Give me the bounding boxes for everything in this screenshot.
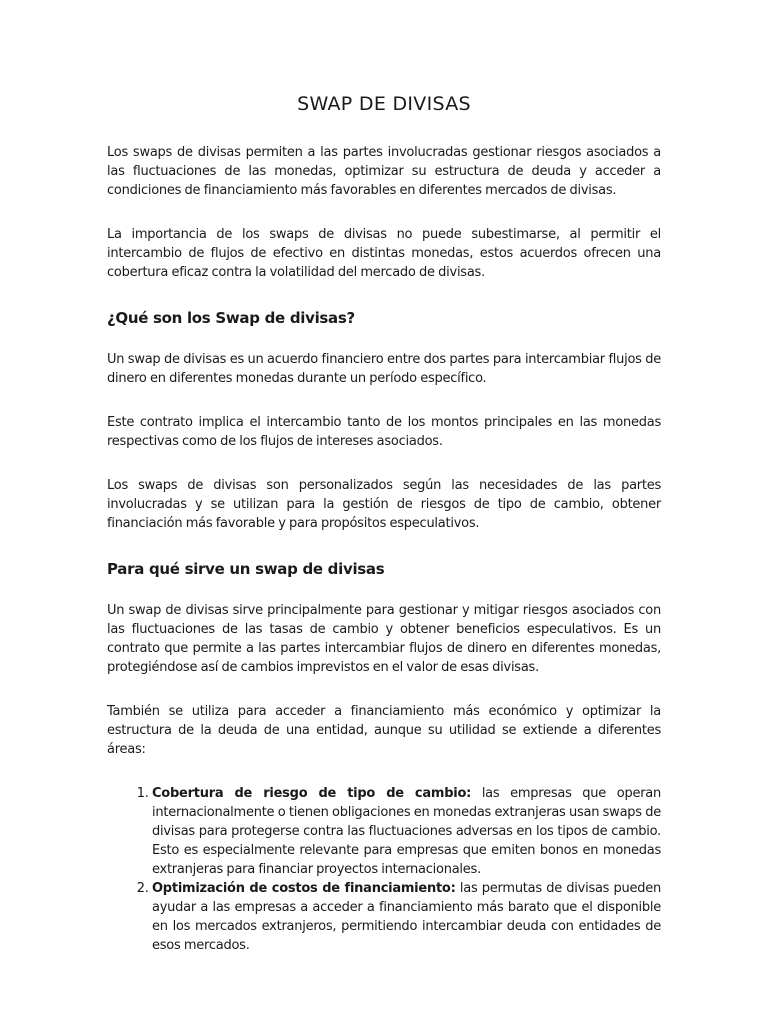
list-item-term: Optimización de costos de financiamiento:	[152, 881, 456, 896]
section-heading-what-are: ¿Qué son los Swap de divisas?	[107, 309, 355, 327]
section1-paragraph-3: Los swaps de divisas son personalizados según las necesidades de las partes involucradas y se utilizan para la gestión de riesgos de tipo de cambio, obtener financiación más favorable y para propósitos especulativos.	[107, 478, 661, 531]
list-item-text: las empresas que operan internacionalmente o tienen obligaciones en monedas extranjeras usan swaps de divisas para protegerse contra las fluctuaciones adversas en los tipos de cambio. Esto es especialmente relevante para empresas que emiten bonos en monedas extranjeras para financiar proyectos internacionales.	[152, 786, 662, 877]
intro-paragraph-1: Los swaps de divisas permiten a las partes involucradas gestionar riesgos asociados a las fluctuaciones de las monedas, optimizar su estructura de deuda y acceder a condiciones de financiamiento más favorables en diferentes mercados de divisas.	[107, 145, 661, 198]
section1-paragraph-2: Este contrato implica el intercambio tanto de los montos principales en las monedas respectivas como de los flujos de intereses asociados.	[107, 415, 661, 449]
list-item-term: Cobertura de riesgo de tipo de cambio:	[152, 786, 472, 801]
section1-paragraph-1: Un swap de divisas es un acuerdo financiero entre dos partes para intercambiar flujos de dinero en diferentes monedas durante un período específico.	[107, 352, 661, 386]
list-item	[152, 784, 661, 879]
intro-paragraph-2: La importancia de los swaps de divisas no puede subestimarse, al permitir el intercambio de flujos de efectivo en distintas monedas, estos acuerdos ofrecen una cobertura eficaz contra la volatilidad del mercado de divisas.	[107, 227, 661, 280]
list-item-text: las permutas de divisas pueden ayudar a las empresas a acceder a financiamiento más barato que el disponible en los mercados extranjeros, permitiendo intercambiar deuda con entidades de esos mercados.	[152, 881, 662, 953]
uses-list	[107, 784, 661, 955]
section2-paragraph-2: También se utiliza para acceder a financiamiento más económico y optimizar la estructura de la deuda de una entidad, aunque su utilidad se extiende a diferentes áreas:	[107, 704, 661, 757]
section-heading-what-for: Para qué sirve un swap de divisas	[107, 560, 385, 578]
document-title: SWAP DE DIVISAS	[297, 93, 471, 115]
list-item	[152, 879, 661, 955]
section2-paragraph-1: Un swap de divisas sirve principalmente para gestionar y mitigar riesgos asociados con las fluctuaciones de las tasas de cambio y obtener beneficios especulativos. Es un contrato que permite a las partes intercambiar flujos de dinero en diferentes monedas, protegiéndose así de cambios imprevistos en el valor de esas divisas.	[107, 603, 661, 675]
